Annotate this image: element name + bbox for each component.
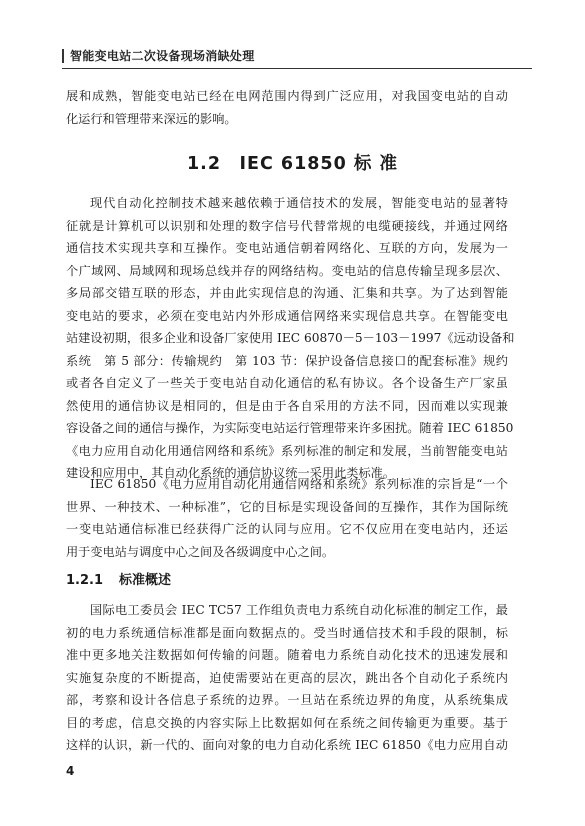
header-bar — [62, 49, 64, 63]
paragraph-3 — [66, 599, 508, 757]
text-line: 这样的认识，新一代的、面向对象的电力自动化系统 IEC 61850《电力应用自动 — [66, 738, 508, 752]
text-line: 多局部交错互联的形态，并由此实现信息的沟通、汇集和共享。为了达到智能 — [66, 286, 508, 300]
text-line: 然使用的通信协议是相同的，但是由于各自采用的方法不同，因而难以实现兼 — [66, 398, 508, 413]
text-line: 部，考察和设计各信息子系统的边界。一旦站在系统边界的角度，从系统集成 — [66, 693, 508, 707]
text-line: 目的考虑，信息交换的内容实际上比数据如何在系统之间传输更为重要。基于 — [66, 715, 508, 730]
subsection-heading — [66, 569, 171, 588]
paragraph-intro — [66, 85, 508, 130]
text-line: 准中更多地关注数据如何传输的问题。随着电力系统自动化技术的迅速发展和 — [66, 648, 508, 662]
paragraph-1 — [66, 192, 515, 485]
text-line: 容设备之间的通信与操作，为实际变电站运行管理带来许多困扰。随着 IEC 61850 — [66, 421, 514, 435]
text-line: 现代自动化控制技术越来越依赖于通信技术的发展，智能变电站的显著特 — [90, 196, 508, 210]
subsection-number: 1.2.1 — [66, 573, 104, 588]
text-line: 世界、一种技术、一种标准”，它的目标是实现设备间的互操作，其作为国际统 — [66, 499, 508, 514]
text-line: 通信技术实现共享和互操作。变电站通信朝着网络化、互联的方向，发展为一 — [66, 241, 508, 255]
text-line: 用于变电站与调度中心之间及各级调度中心之间。 — [66, 544, 335, 559]
text-line: 展和成熟，智能变电站已经在电网范围内得到广泛应用，对我国变电站的自动 — [66, 89, 508, 103]
text-line: 初的电力系统通信标准都是面向数据点的。受当时通信技术和手段的限制，标 — [66, 625, 508, 640]
paragraph-2 — [66, 473, 508, 563]
page-number: 4 — [66, 764, 75, 778]
text-line: 征就是计算机可以识别和处理的数字信号代替常规的电缆硬接线，并通过网络 — [66, 218, 508, 233]
running-header — [62, 40, 532, 69]
text-line: 建设和应用中，其自动化系统的通信协议统一采用此类标准。 — [66, 466, 396, 480]
text-line: 国际电工委员会 IEC TC57 工作组负责电力系统自动化标准的制定工作，最 — [90, 603, 508, 617]
text-line: IEC 61850《电力应用自动化用通信网络和系统》系列标准的宗旨是“一个 — [90, 477, 508, 491]
text-line: 个广域网、局域网和现场总线并存的网络结构。变电站的信息传输呈现多层次、 — [66, 263, 508, 278]
header-title: 智能变电站二次设备现场消缺处理 — [70, 49, 255, 63]
text-line: 系统 第 5 部分：传输规约 第 103 节：保护设备信息接口的配套标准》规约 — [66, 353, 508, 368]
text-line: 《电力应用自动化用通信网络和系统》系列标准的制定和发展，当前智能变电站 — [66, 443, 508, 458]
text-line: 化运行和管理带来深远的影响。 — [66, 111, 237, 126]
text-line: 一变电站通信标准已经获得广泛的认同与应用。它不仅应用在变电站内，还运 — [66, 522, 508, 536]
text-line: 或者各自定义了一些关于变电站自动化通信的私有协议。各个设备生产厂家虽 — [66, 376, 508, 390]
text-line: 变电站的要求，必须在变电站内外形成通信网络来实现信息共享。在智能变电 — [66, 308, 508, 323]
text-line: 实施复杂度的不断提高，迫使需要站在更高的层次，跳出各个自动化子系统内 — [66, 670, 508, 685]
section-heading: 1.2 IEC 61850 标 准 — [187, 154, 398, 174]
subsection-title: 标准概述 — [119, 573, 172, 588]
text-line: 站建设初期，很多企业和设备厂家使用 IEC 60870－5－103－1997《远动设备和 — [66, 331, 515, 345]
